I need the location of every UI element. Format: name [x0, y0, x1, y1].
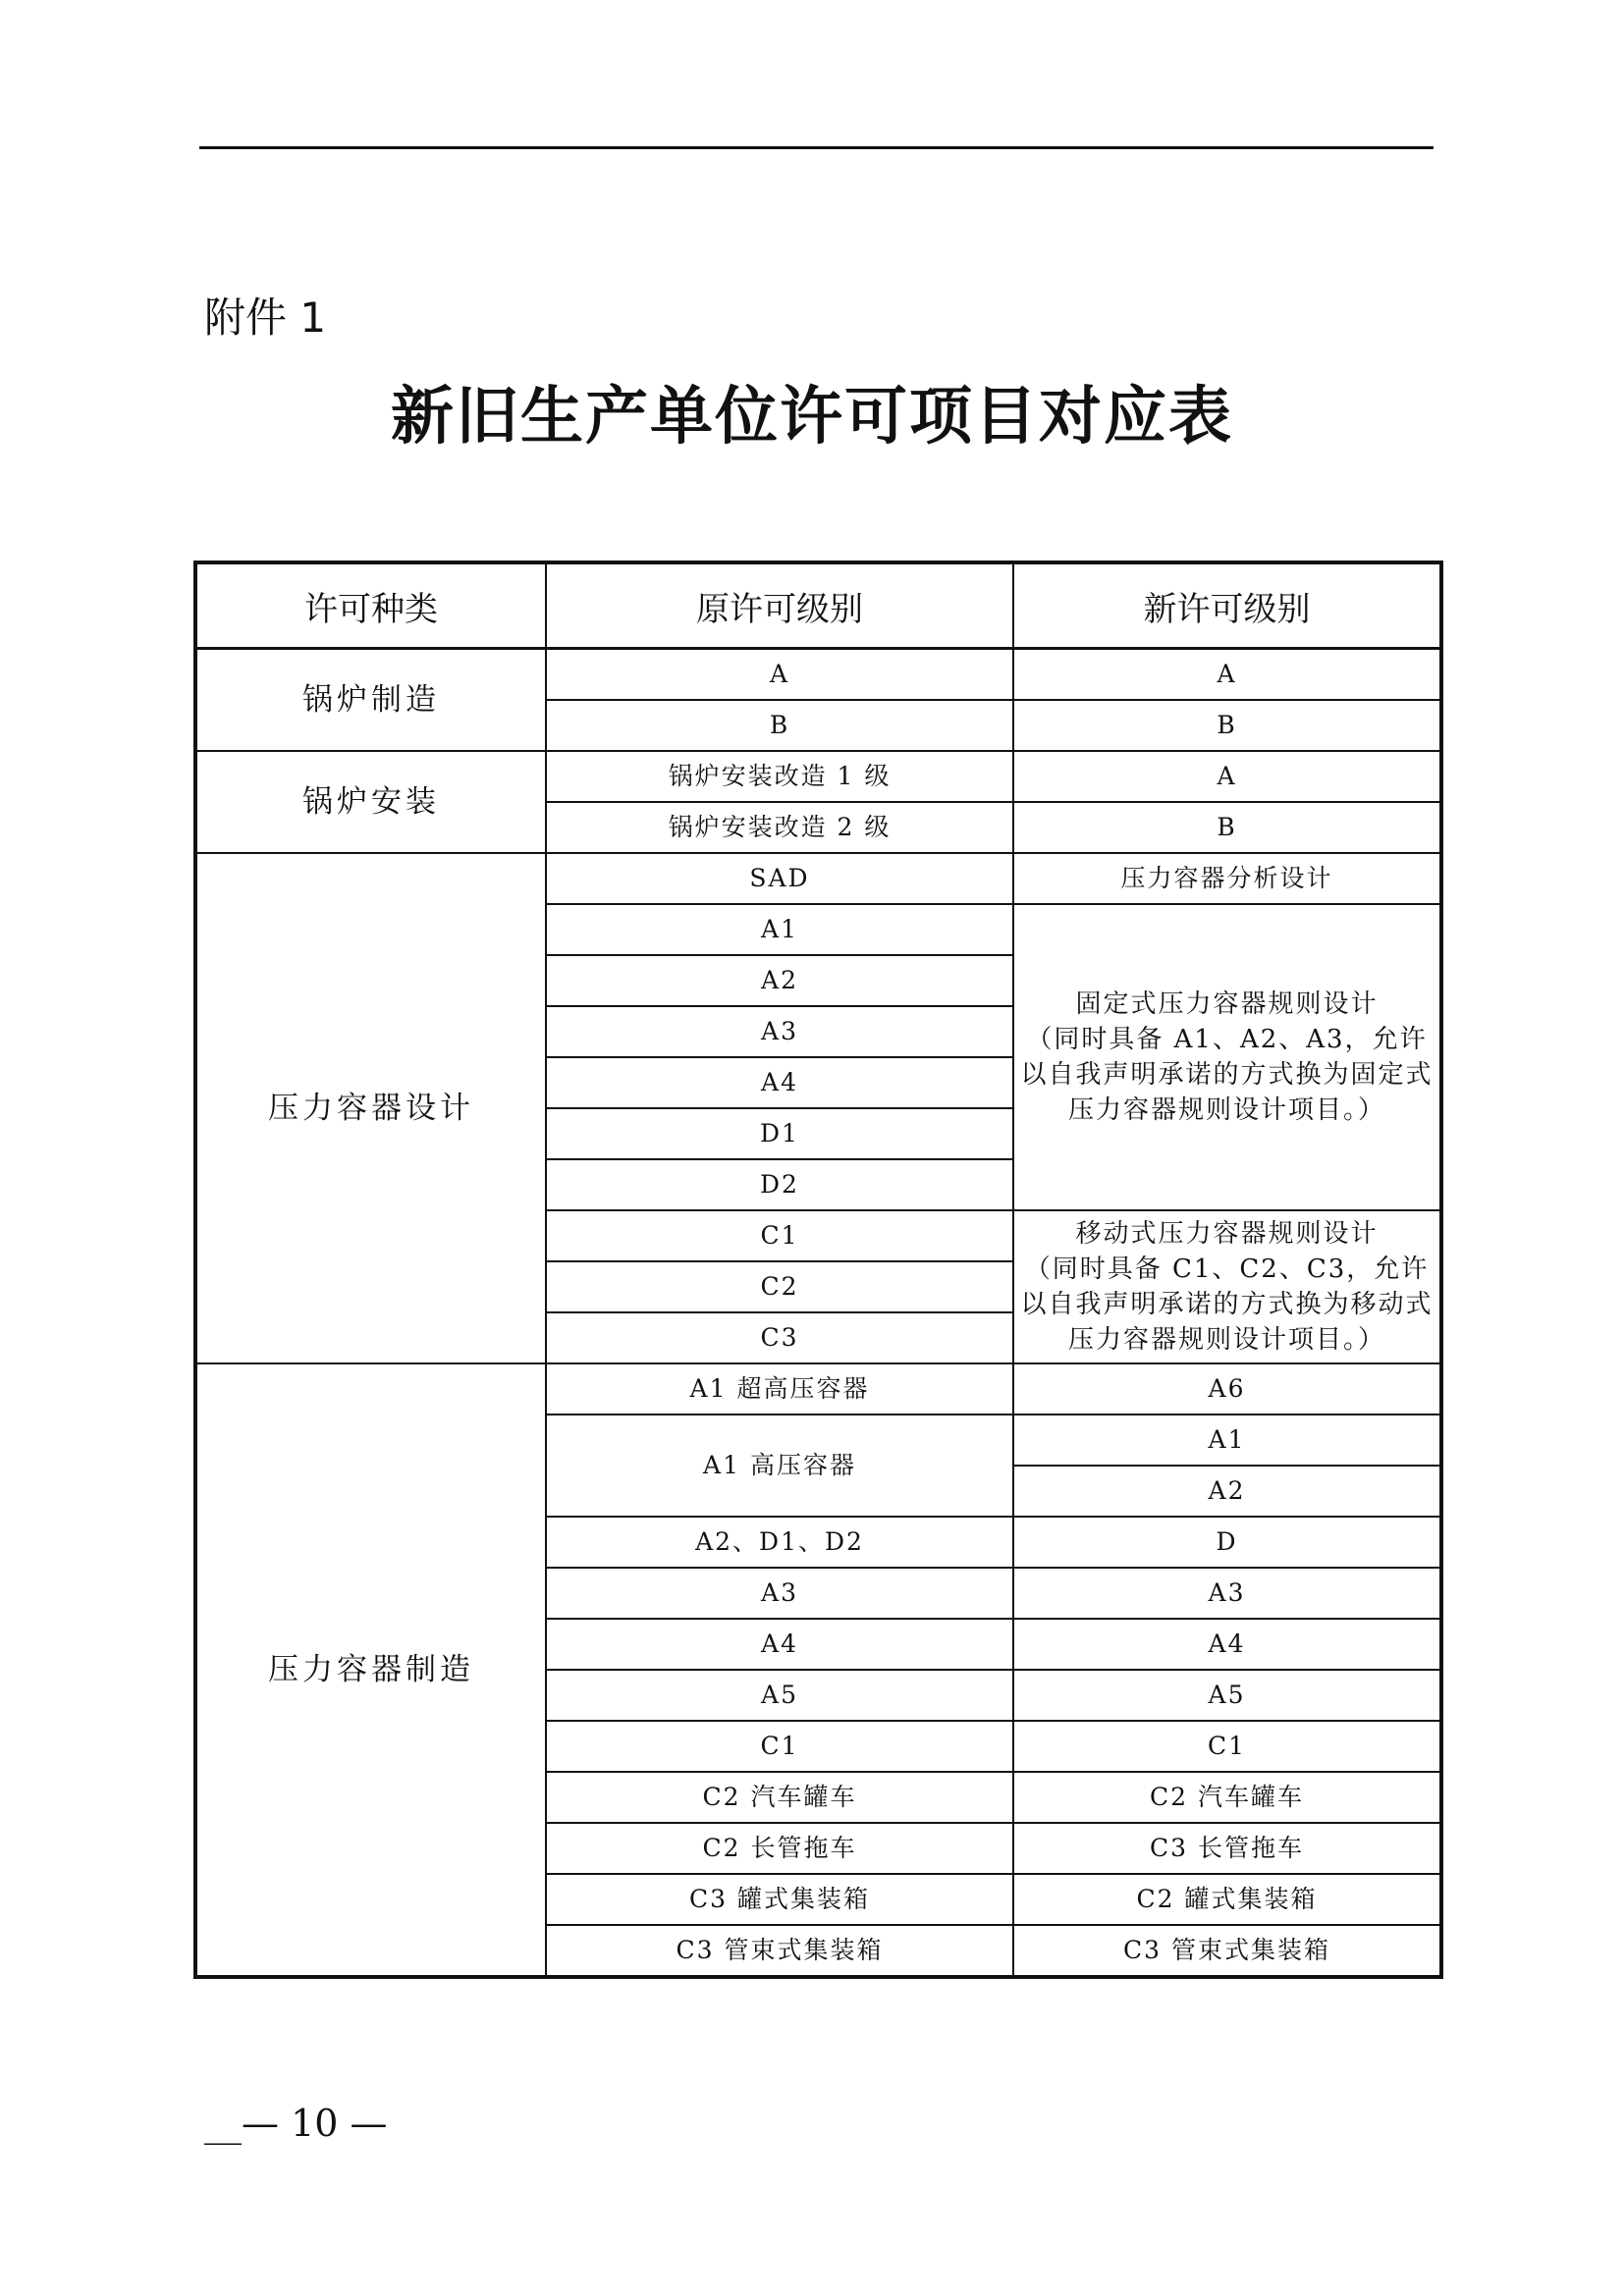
- header-rule: [199, 146, 1434, 149]
- category-boiler-installation: 锅炉安装: [195, 751, 546, 853]
- annex-label: 附件 1: [204, 294, 327, 342]
- old-level-cell: SAD: [546, 853, 1013, 904]
- new-level-cell: A5: [1013, 1670, 1441, 1721]
- page-number: __— 10 —: [204, 2102, 388, 2145]
- old-level-cell: 锅炉安装改造 1 级: [546, 751, 1013, 802]
- old-level-cell: A4: [546, 1619, 1013, 1670]
- table-row: [195, 649, 1441, 701]
- header-license-type: 许可种类: [195, 562, 546, 649]
- table-row: [195, 751, 1441, 802]
- new-level-cell: B: [1013, 700, 1441, 751]
- new-level-cell: C2 汽车罐车: [1013, 1772, 1441, 1823]
- old-level-cell: A1 超高压容器: [546, 1363, 1013, 1415]
- old-level-cell: C2: [546, 1261, 1013, 1312]
- header-old-level: 原许可级别: [546, 562, 1013, 649]
- header-new-level: 新许可级别: [1013, 562, 1441, 649]
- old-level-cell: A1: [546, 904, 1013, 955]
- old-level-cell: A2、D1、D2: [546, 1517, 1013, 1568]
- old-level-cell: C1: [546, 1210, 1013, 1261]
- table-header-row: [195, 562, 1441, 649]
- old-level-cell: A: [546, 649, 1013, 701]
- old-level-cell: C1: [546, 1721, 1013, 1772]
- fixed-vessel-design-title: 固定式压力容器规则设计: [1075, 989, 1379, 1019]
- new-level-cell: C3 长管拖车: [1013, 1823, 1441, 1874]
- old-level-cell: C3 罐式集装箱: [546, 1874, 1013, 1925]
- license-mapping-table: [193, 561, 1443, 1979]
- new-level-cell: C3 管束式集装箱: [1013, 1925, 1441, 1977]
- old-level-cell: A1 高压容器: [546, 1415, 1013, 1517]
- new-level-cell: A2: [1013, 1466, 1441, 1517]
- new-level-cell: A1: [1013, 1415, 1441, 1466]
- mobile-vessel-design-title: 移动式压力容器规则设计: [1075, 1219, 1379, 1249]
- document-title: 新旧生产单位许可项目对应表: [391, 381, 1233, 454]
- old-level-cell: A3: [546, 1568, 1013, 1619]
- old-level-cell: C2 汽车罐车: [546, 1772, 1013, 1823]
- category-vessel-design: 压力容器设计: [195, 853, 546, 1363]
- new-level-cell: C1: [1013, 1721, 1441, 1772]
- old-level-cell: B: [546, 700, 1013, 751]
- old-level-cell: A4: [546, 1057, 1013, 1108]
- new-level-cell: A6: [1013, 1363, 1441, 1415]
- old-level-cell: A2: [546, 955, 1013, 1006]
- old-level-cell: C2 长管拖车: [546, 1823, 1013, 1874]
- new-level-cell: A: [1013, 649, 1441, 701]
- new-level-cell: B: [1013, 802, 1441, 853]
- category-vessel-manufacture: 压力容器制造: [195, 1363, 546, 1977]
- old-level-cell: D1: [546, 1108, 1013, 1159]
- fixed-vessel-design-note: （同时具备 A1、A2、A3，允许以自我声明承诺的方式换为固定式压力容器规则设计项目。）: [1020, 1025, 1434, 1125]
- category-boiler-manufacture: 锅炉制造: [195, 649, 546, 752]
- new-level-cell: D: [1013, 1517, 1441, 1568]
- new-level-cell: A4: [1013, 1619, 1441, 1670]
- old-level-cell: C3: [546, 1312, 1013, 1363]
- new-level-cell: C2 罐式集装箱: [1013, 1874, 1441, 1925]
- old-level-cell: 锅炉安装改造 2 级: [546, 802, 1013, 853]
- old-level-cell: D2: [546, 1159, 1013, 1210]
- table-row: [195, 853, 1441, 904]
- mobile-vessel-design-note: （同时具备 C1、C2、C3，允许以自我声明承诺的方式换为移动式压力容器规则设计项目。）: [1020, 1255, 1434, 1355]
- old-level-cell: A5: [546, 1670, 1013, 1721]
- table-row: [195, 1363, 1441, 1415]
- new-level-cell: 压力容器分析设计: [1013, 853, 1441, 904]
- old-level-cell: C3 管束式集装箱: [546, 1925, 1013, 1977]
- fixed-vessel-design-cell: [1013, 904, 1441, 1210]
- new-level-cell: A3: [1013, 1568, 1441, 1619]
- new-level-cell: A: [1013, 751, 1441, 802]
- mobile-vessel-design-cell: [1013, 1210, 1441, 1363]
- old-level-cell: A3: [546, 1006, 1013, 1057]
